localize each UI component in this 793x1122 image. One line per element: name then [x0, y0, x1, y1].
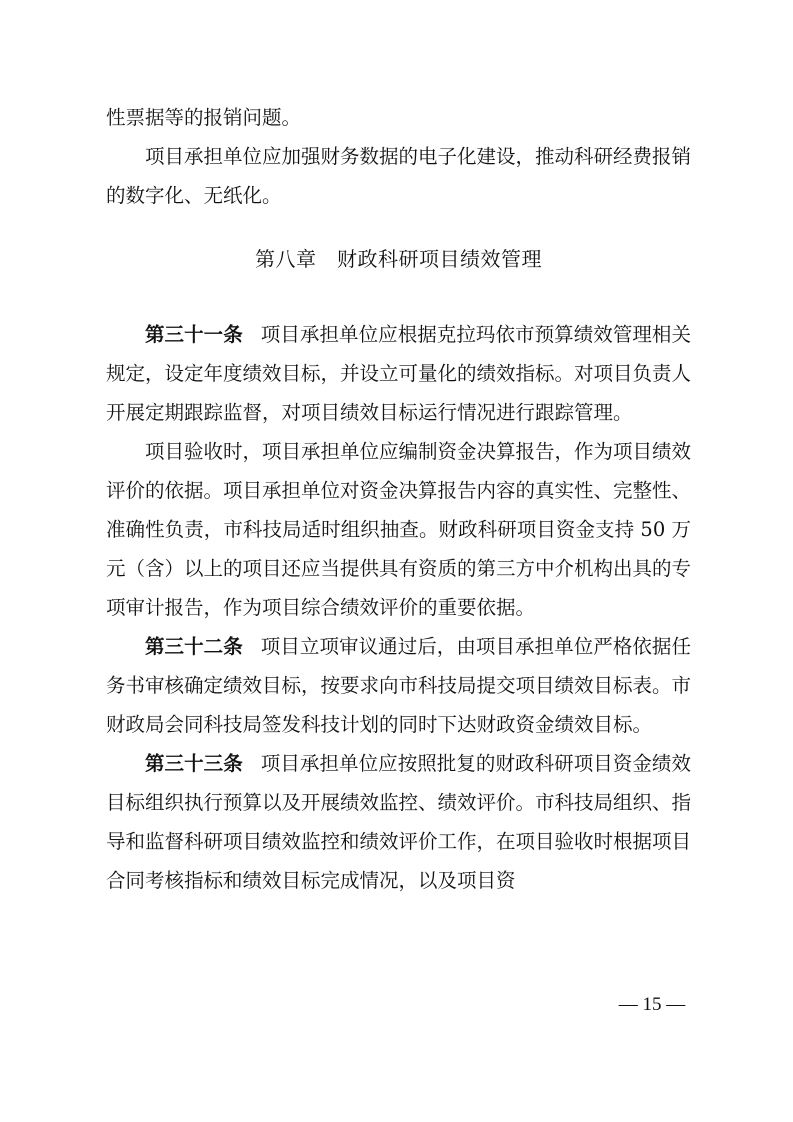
article-text: 项目承担单位应根据克拉玛依市预算绩效管理相关规定，设定年度绩效目标，并设立可量化的绩效指标。对项目负责人开展定期跟踪监督，对项目绩效目标运行情况进行跟踪管理。 [106, 323, 692, 424]
article-label: 第三十二条 [145, 635, 243, 658]
paragraph: 项目验收时，项目承担单位应编制资金决算报告，作为项目绩效评价的依据。项目承担单位对资金决算报告内容的真实性、完整性、准确性负责，市科技局适时组织抽查。财政科研项目资金支持 50 万元（含）以上的项目还应当提供具有资质的第三方中介机构出具的专项审计报告，作为项目综合绩效评价的重要依据。 [106, 440, 692, 619]
article-text: 项目立项审议通过后，由项目承担单位严格依据任务书审核确定绩效目标，按要求向市科技局提交项目绩效目标表。市财政局会同科技局签发科技计划的同时下达财政资金绩效目标。 [106, 635, 692, 736]
article-33 [106, 744, 691, 900]
article-label: 第三十三条 [145, 752, 243, 775]
article-label: 第三十一条 [145, 323, 243, 346]
article-text: 项目承担单位应按照批复的财政科研项目资金绩效目标组织执行预算以及开展绩效监控、绩效评价。市科技局组织、指导和监督科研项目绩效监控和绩效评价工作，在项目验收时根据项目合同考核指标和绩效目标完成情况，以及项目资 [106, 752, 692, 892]
article-32 [106, 627, 691, 744]
page-body [106, 98, 691, 900]
paragraph: 性票据等的报销问题。 [106, 106, 302, 129]
chapter-title: 第八章 财政科研项目绩效管理 [255, 247, 542, 271]
article-31 [106, 315, 691, 432]
paragraph: 项目承担单位应加强财务数据的电子化建设，推动科研经费报销的数字化、无纸化。 [106, 145, 692, 207]
page-number: — 15 — [618, 994, 686, 1015]
